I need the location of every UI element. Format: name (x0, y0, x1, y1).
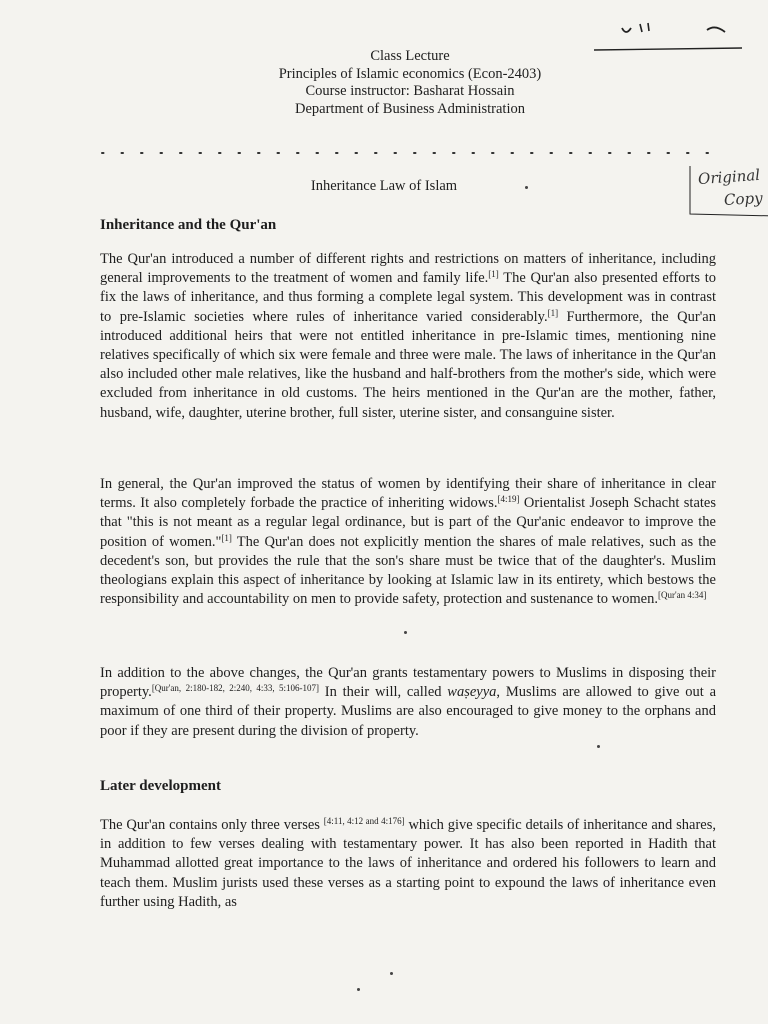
section-heading-later-development: Later development (100, 778, 221, 794)
speck (597, 745, 600, 748)
annotation-line-1: Original (697, 165, 761, 189)
paragraph-3: In addition to the above changes, the Qur'an grants testamentary powers to Muslims in disposing their property.[Qur'an, 2:180-182, 2:240, 4:33, 5:106-107] In their will, called waṣeyya, Muslims are allowed to give out a maximum of one third of their property. Muslims are also encouraged to give money to the orphans and poor if they are present during the division of property. (100, 665, 716, 739)
header-line-2: Principles of Islamic economics (Econ-2403) (278, 65, 542, 82)
speck (404, 631, 407, 634)
speck (525, 186, 528, 189)
lecture-header (200, 48, 620, 118)
paragraph-1: The Qur'an introduced a number of different rights and restrictions on matters of inheritance, including general improvements to the treatment of women and family life.[1] The Qur'an also presented efforts to fix the laws of inheritance, and thus forming a complete legal system. This development was in contrast to pre-Islamic societies where rules of inheritance varied considerably.[1] Furthermore, the Qur'an introduced additional heirs that were not entitled inheritance in pre-Islamic times, mentioning nine relatives specifically of which six were female and three were male. The laws of inheritance in the Qur'an also included other male relatives, like the husband and half-brothers from the mother's side, which were excluded from inheritance in old customs. The heirs mentioned in the Qur'an are the mother, father, husband, wife, daughter, uterine brother, full sister, uterine sister, and consanguine sister. (100, 251, 716, 421)
header-line-4: Department of Business Administration (295, 100, 525, 117)
paragraph-4: The Qur'an contains only three verses [4:11, 4:12 and 4:176] which give specific details of inheritance and shares, in addition to few verses dealing with testamentary power. It has also been reported in Hadith that Muhammad allotted great importance to the laws of inheritance and ordered his followers to learn and teach them. Muslim jurists used these verses as a starting point to expound the laws of inheritance even further using Hadith, as (100, 816, 716, 910)
document-title: Inheritance Law of Islam (310, 178, 458, 194)
header-line-3: Course instructor: Basharat Hossain (305, 83, 515, 99)
speck (390, 972, 393, 975)
annotation-line-2: Copy (723, 189, 764, 209)
paragraph-2: In general, the Qur'an improved the status of women by identifying their share of inheritance in clear terms. It also completely forbade the practice of inheriting widows.[4:19] Orientalist Joseph Schacht states that "this is not meant as a regular legal ordinance, but is part of the Qur'anic endeavor to improve the position of women."[1] The Qur'an does not explicitly mention the shares of male relatives, such as the decedent's son, but provides the rule that the son's share must be twice that of the daughter's. Muslim theologians explain this aspect of inheritance by looking at Islamic law in its entirety, which bestows the responsibility and accountability on men to provide safety, protection and sustenance to women.[Qur'an 4:34] (100, 476, 717, 608)
dotted-separator (100, 150, 718, 156)
header-line-1: Class Lecture (370, 48, 450, 64)
speck (357, 988, 360, 991)
section-heading-inheritance-quran: Inheritance and the Qur'an (100, 217, 277, 233)
